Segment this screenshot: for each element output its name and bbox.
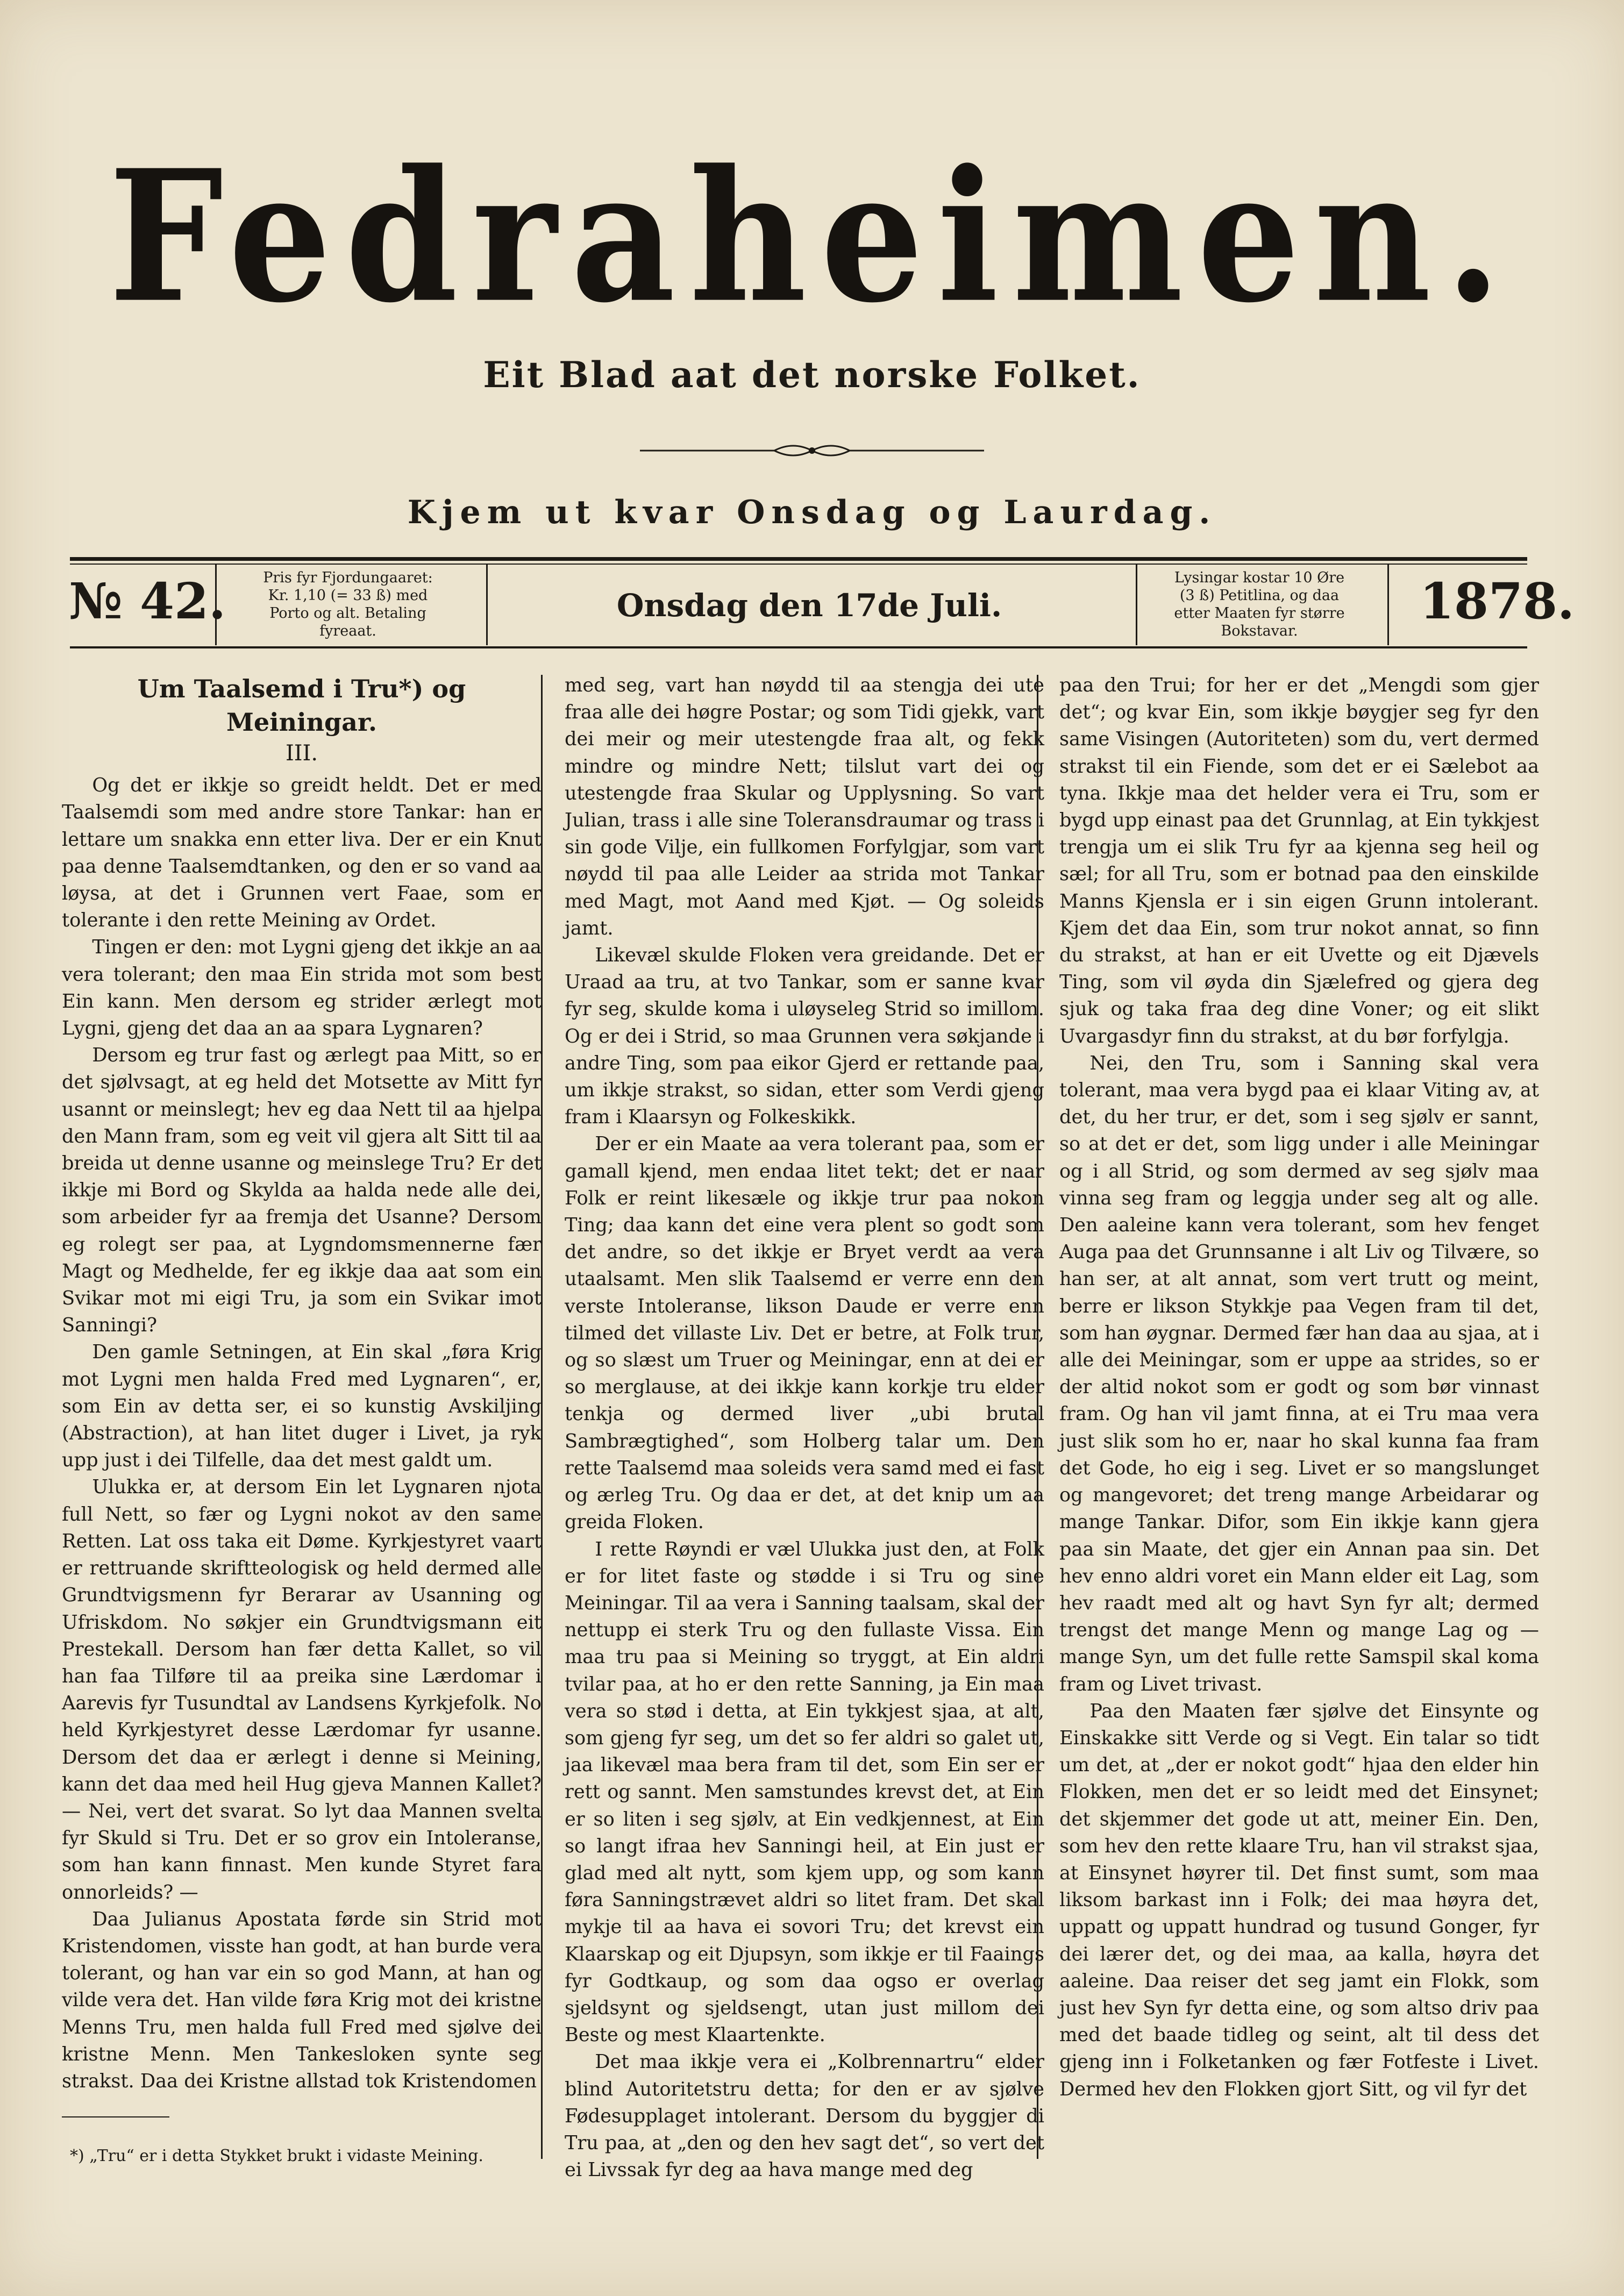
paragraph: Paa den Maaten fær sjølve det Einsynte og Einskakke sitt Verde og si Vegt. Ein talar so tidt um det, at „der er nokot godt“ hjaa den elder hin Flokken, men det er so leidt med det Einsynet; det skjemmer det gode ut att, meiner Ein. Den, som hev den rette klaare Tru, han vil strakst sjaa, at Einsynet høyrer til. Det finst sumt, som maa liksom barkast inn i Folk; dei maa høyra det, uppatt og uppatt hundrad og tusund Gonger, fyr dei lærer det, og dei maa, aa kalla, høyra det aaleine. Daa reiser det seg jamt ein Flokk, som just hev Syn fyr detta eine, og som altso driv paa med det baade tidleg og seint, alt til dess det gjeng inn i Folketanken og fær Fotfeste i Livet. Dermed hev den Flokken gjort Sitt, og vil fyr det <box>1059 1700 1539 2100</box>
paragraph: Dersom eg trur fast og ærlegt paa Mitt, so er det sjølvsagt, at eg held det Motsette av Mitt fyr usannt or meinslegt; hev eg daa Nett til aa hjelpa den Mann fram, som eg veit vil gjera alt Sitt til aa breida ut denne usanne og meinslege Tru? Er det ikkje mi Bord og Skylda aa halda nede alle dei, som arbeider fyr aa fremja det Usanne? Dersom eg rolegt ser paa, at Lygndomsmennerne fær Magt og Medhelde, fer eg ikkje daa aat som ein Svikar mot mi eigi Tru, ja som ein Svikar imot Sanningi? <box>62 1044 542 1337</box>
article-column-2 <box>565 672 1044 2184</box>
paragraph: Det maa ikkje vera ei „Kolbrennartru“ elder blind Autoritetstru detta; for den er av sjølve Fødesupplaget intolerant. Dersom du byggjer di Tru paa, at „den og den hev sagt det“, so vert det ei Livssak fyr deg aa hava mange med deg <box>565 2051 1044 2181</box>
footnote: *) „Tru“ er i detta Stykket brukt i vidaste Meining. <box>70 2147 483 2165</box>
price-line: fyreaat. <box>319 623 376 639</box>
ads-line: etter Maaten fyr større <box>1174 605 1345 622</box>
paragraph: Der er ein Maate aa vera tolerant paa, som er gamall kjend, men endaa litet tekt; det er naar Folk er reint likesæle og ikkje trur paa nokon Ting; daa kann det eine vera plent so godt som det andre, so det ikkje er Bryet verdt aa vera utaalsamt. Men slik Taalsemd er verre enn den verste Intoleranse, likson Daude er verre enn tilmed det villaste Liv. Det er betre, at Folk trur, og so slæst um Truer og Meiningar, enn at dei er so merglause, at dei ikkje kann korkje tru elder tenkja og dermed liver „ubi brutal Sambrægtighed“, som Holberg talar um. Den rette Taalsemd maa soleids vera samd med ei fast og ærleg Tru. Og daa er det, at det knip um aa greida Floken. <box>565 1133 1044 1534</box>
newspaper-title: Fedraheimen. <box>109 130 1515 343</box>
price-line: Kr. 1,10 (= 33 ß) med <box>268 587 428 604</box>
paragraph: med seg, vart han nøydd til aa stengja dei ute fraa alle dei høgre Postar; og som Tidi gjekk, vart dei meir og meir utestengde fraa alt, og fekk mindre og mindre Nett; tilslut vart dei og utestengde fraa Skular og Upplysning. So vart Julian, trass i alle sine Toleransdraumar og trass i sin gode Vilje, ein fullkomen Forfylgjar, som vart nøydd til paa alle Leider aa strida mot Tankar med Magt, mot Aand med Kjøt. — Og soleids jamt. <box>565 674 1044 939</box>
ornament-divider <box>640 440 984 461</box>
subscription-price <box>219 569 476 640</box>
ads-line: (3 ß) Petitlina, og daa <box>1179 587 1340 604</box>
issue-date: Onsdag den 17de Juli. <box>616 587 1002 624</box>
infobar-divider <box>1387 565 1389 645</box>
advertising-rates <box>1141 569 1378 640</box>
top-thin-rule <box>70 564 1527 565</box>
publication-schedule: Kjem ut kvar Onsdag og Laurdag. <box>407 494 1217 531</box>
price-line: Porto og alt. Betaling <box>269 605 426 622</box>
issue-year: 1878. <box>1420 572 1575 630</box>
article-column-3 <box>1059 672 1539 2103</box>
ads-line: Bokstavar. <box>1221 623 1298 639</box>
masthead <box>0 0 1624 554</box>
ads-line: Lysingar kostar 10 Øre <box>1174 569 1345 586</box>
paragraph: I rette Røyndi er væl Ulukka just den, at Folk er for litet faste og stødde i si Tru og sine Meiningar. Til aa vera i Sanning taalsam, skal der nettupp ei sterk Tru og den fullaste Vissa. Ein maa tru paa si Meining so tryggt, at Ein aldri tvilar paa, at ho er den rette Sanning, ja Ein maa vera so stød i detta, at Ein tykkjest sjaa, at alt, som gjeng fyr seg, um det so fer aldri so galet ut, jaa likevæl maa bera fram til det, som Ein ser er rett og sannt. Men samstundes krevst det, at Ein er so liten i seg sjølv, at Ein vedkjennest, at Ein so langt ifraa hev Sanningi heil, at Ein just er glad med alt nytt, som kjem upp, og som kann føra Sanningstrævet aldri so litet fram. Det skal mykje til aa hava ei sovori Tru; det krevst ein Klaarskap og eit Djupsyn, som ikkje er til Faaings fyr Godtkaup, og som daa ogso er overlag sjeldsynt og sjeldsengt, utan just millom dei Beste og mest Klaartenkte. <box>565 1538 1044 2047</box>
paragraph: Og det er ikkje so greidt heldt. Det er med Taalsemdi som med andre store Tankar: han er lettare um snakka enn etter liva. Der er ein Knut paa denne Taalsemdtanken, og den er so vand aa løysa, at det i Grunnen vert Faae, som er tolerante i den rette Meining av Ordet. <box>62 774 542 932</box>
paragraph: Daa Julianus Apostata førde sin Strid mot Kristendomen, visste han godt, at han burde vera tolerant, og han var ein so god Mann, at han og vilde vera det. Han vilde føra Krig mot dei kristne Menns Tru, men halda full Fred med sjølve dei kristne Menn. Men Tankesloken synte seg strakst. Daa dei Kristne allstad tok Kristendomen <box>62 1908 542 2092</box>
paragraph: Tingen er den: mot Lygni gjeng det ikkje an aa vera tolerant; den maa Ein strida mot som best Ein kann. Men dersom eg strider ærlegt mot Lygni, gjeng det daa an aa spara Lygnaren? <box>62 936 542 1040</box>
paragraph: Ulukka er, at dersom Ein let Lygnaren njota full Nett, so fær og Lygni nokot av den same Retten. Lat oss taka eit Døme. Kyrkjestyret vaart er rettruande skriftteologisk og held dermed alle Grundtvigsmenn fyr Berarar av Usanning og Ufriskdom. No søkjer ein Grundtvigsmann eit Prestekall. Dersom han fær detta Kallet, so vil han faa Tilføre til aa preika sine Lærdomar i Aarevis fyr Tusundtal av Landsens Kyrkjefolk. No held Kyrkjestyret desse Lærdomar fyr usanne. Dersom det daa er ærlegt i denne si Meining, kann det daa med heil Hug gjeva Mannen Kallet? — Nei, vert det svarat. So lyt daa Mannen svelta fyr Skuld si Tru. Det er so grov ein Intoleranse, som han kann finnast. Men kunde Styret fara onnorleids? — <box>62 1476 542 1903</box>
paragraph: Likevæl skulde Floken vera greidande. Det er Uraad aa tru, at tvo Tankar, som er sanne kvar fyr seg, skulde koma i uløyseleg Strid so imillom. Og er dei i Strid, so maa Grunnen vera søkjande i andre Ting, som paa eikor Gjerd er rettande paa, um ikkje strakst, so sidan, etter som Verdi gjeng fram i Klaarsyn og Folkeskikk. <box>565 944 1044 1129</box>
issue-number: № 42. <box>69 572 226 630</box>
paragraph: paa den Trui; for her er det „Mengdi som gjer det“; og kvar Ein, som ikkje bøygjer seg fyr den same Visingen (Autoriteten) som du, vert dermed strakst til ein Fiende, som det er ei Sælebot aa tyna. Ikkje maa det helder vera ei Tru, som er bygd upp einast paa det Grunnlag, at Ein tykkjest trengja um ei slik Tru fyr aa kjenna seg heil og sæl; for all Tru, som er botnad paa den einskilde Manns Kjensla er i sin eigen Grunn intolerant. Kjem det daa Ein, som trur nokot annat, so finn du strakst, at han er eit Uvette og eit Djævels Ting, som vil øyda din Sjælefred og gjera deg sjuk og taka fraa deg dine Voner; og eit slikt Uvargasdyr finn du strakst, at du bør forfylgja. <box>1059 674 1539 1047</box>
article-column-1 <box>62 672 542 2095</box>
infobar-divider <box>486 565 488 645</box>
newspaper-subtitle: Eit Blad aat det norske Folket. <box>483 354 1141 396</box>
footnote-rule <box>62 2116 169 2117</box>
infobar-divider <box>1136 565 1137 645</box>
paragraph: Nei, den Tru, som i Sanning skal vera tolerant, maa vera bygd paa ei klaar Viting av, at det, du her trur, er det, som i seg sjølv er sannt, so at det er det, som ligg under i alle Meiningar og i all Strid, og som dermed av seg sjølv maa vinna seg fram og leggja under seg alt og alle. Den aaleine kann vera tolerant, som hev fenget Auga paa det Grunnsanne i alt Liv og Tilvære, so han ser, at alt annat, som vert trutt og meint, berre er likson Stykkje paa Vegen fram til det, som han øygnar. Dermed fær han daa au sjaa, at i alle dei Meiningar, som er uppe aa strides, so er der altid nokot som er godt og som bør vinnast fram. Og han vil jamt finna, at ei Tru maa vera just slik som ho er, naar ho skal kunna faa fram det Gode, ho eig i seg. Livet er so mangslunget og mangevoret; det treng mange Arbeidarar og mange Tankar. Difor, som Ein ikkje kann gjera paa sin Maate, det gjer ein Annan paa sin. Det hev enno aldri voret ein Mann elder eit Lag, som hev raadt med alt og havt Syn fyr alt; dermed trengst det mange Menn og mange Lag og — mange Syn, um det fulle rette Samspil skal koma fram og Livet trivast. <box>1059 1052 1539 1695</box>
bottom-infobar-rule <box>70 646 1527 648</box>
top-thick-rule <box>70 557 1527 561</box>
article-title: Um Taalsemd i Tru*) og Meiningar. <box>137 674 466 737</box>
price-line: Pris fyr Fjordungaaret: <box>263 569 433 586</box>
article-part-number: III. <box>285 741 318 766</box>
paragraph: Den gamle Setningen, at Ein skal „føra Krig mot Lygni men halda Fred med Lygnaren“, er, som Ein av detta ser, ei so kunstig Avskiljing (Abstraction), at han litet duger i Livet, ja ryk upp just i dei Tilfelle, daa det mest galdt um. <box>62 1341 542 1472</box>
